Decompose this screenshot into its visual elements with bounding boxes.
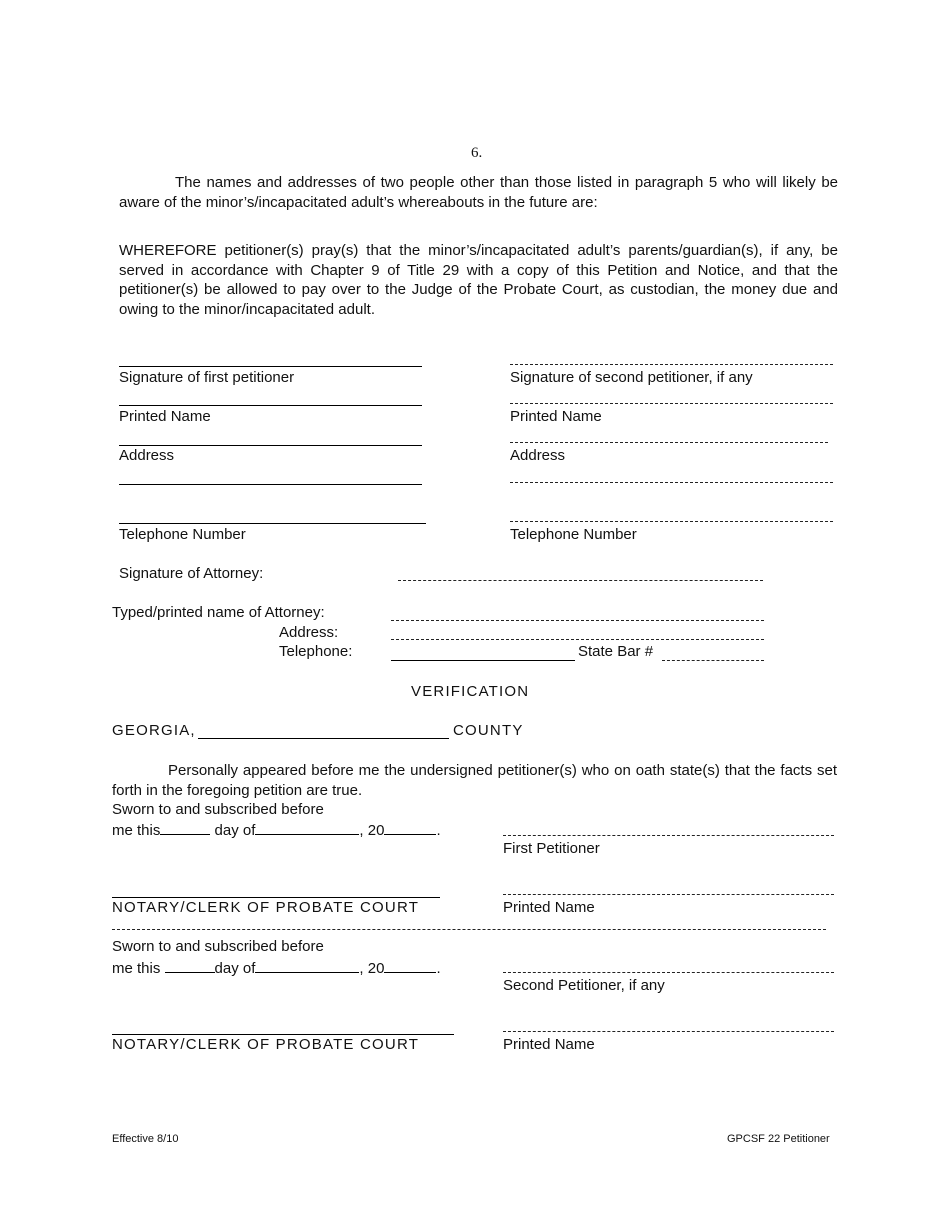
jurat2-day-field[interactable] bbox=[165, 958, 215, 973]
second-petitioner-printed-name-label: Printed Name bbox=[510, 408, 602, 425]
second-petitioner-address-label: Address bbox=[510, 447, 566, 464]
second-petitioner-signature-line[interactable] bbox=[510, 364, 833, 365]
first-petitioner-signature-label: Signature of first petitioner bbox=[119, 369, 295, 386]
first-petitioner-address-line[interactable] bbox=[119, 445, 422, 446]
second-petitioner-verification-line[interactable] bbox=[503, 972, 834, 973]
jurat1-day-of: day of bbox=[214, 822, 256, 839]
jurat2-notary-line[interactable] bbox=[112, 1034, 454, 1035]
first-petitioner-address-line-2[interactable] bbox=[119, 484, 422, 485]
second-petitioner-telephone-label: Telephone Number bbox=[510, 526, 637, 543]
wherefore-paragraph: WHEREFORE petitioner(s) pray(s) that the minor’s/incapacitated adult’s parents/guardian(s), if any, be served in accordance with Chapter 9 of Title 29 with a copy of this Petition and Notice, and that the petitioner(s) be allowed to pay over to the Judge of the Probate Court, as custodian, the money due and owing to the minor/incapacitated adult. bbox=[119, 242, 838, 318]
attorney-telephone-label: Telephone: bbox=[279, 643, 353, 660]
jurat1-year-field[interactable] bbox=[384, 820, 436, 835]
state-bar-label: State Bar # bbox=[578, 643, 654, 660]
attorney-telephone-line[interactable] bbox=[391, 660, 575, 661]
first-petitioner-telephone-label: Telephone Number bbox=[119, 526, 246, 543]
second-petitioner-address-line[interactable] bbox=[510, 442, 828, 443]
attorney-signature-line[interactable] bbox=[398, 580, 763, 581]
jurat1-year-prefix: , 20 bbox=[359, 822, 385, 839]
state-bar-line[interactable] bbox=[662, 660, 764, 661]
first-petitioner-telephone-line[interactable] bbox=[119, 523, 426, 524]
jurat2-printed-name-label: Printed Name bbox=[503, 1036, 595, 1053]
attorney-address-label: Address: bbox=[279, 624, 339, 641]
jurat2-me-this: me this bbox=[112, 960, 161, 977]
second-petitioner-printed-name-line[interactable] bbox=[510, 403, 833, 404]
first-petitioner-address-label: Address bbox=[119, 447, 175, 464]
paragraph-6-text: The names and addresses of two people other than those listed in paragraph 5 who will likely be aware of the minor’s/incapacitated adult’s whereabouts in the future are: bbox=[119, 174, 838, 211]
jurat2-printed-name-line[interactable] bbox=[503, 1031, 834, 1032]
second-petitioner-signature-label: Signature of second petitioner, if any bbox=[510, 369, 753, 386]
second-petitioner-telephone-line[interactable] bbox=[510, 521, 833, 522]
georgia-label: GEORGIA, bbox=[112, 722, 196, 739]
first-petitioner-printed-name-line[interactable] bbox=[119, 405, 422, 406]
jurat1-me-this: me this bbox=[112, 822, 161, 839]
second-petitioner-verification-label: Second Petitioner, if any bbox=[503, 977, 665, 994]
attorney-name-label: Typed/printed name of Attorney: bbox=[112, 604, 325, 621]
jurat1-notary-label: NOTARY/CLERK OF PROBATE COURT bbox=[112, 899, 420, 916]
county-name-line[interactable] bbox=[198, 738, 449, 739]
jurat2-notary-label: NOTARY/CLERK OF PROBATE COURT bbox=[112, 1036, 420, 1053]
section-separator bbox=[112, 929, 826, 930]
jurat1-notary-line[interactable] bbox=[112, 897, 440, 898]
first-petitioner-verification-label: First Petitioner bbox=[503, 840, 600, 857]
verification-statement bbox=[112, 761, 837, 800]
jurat1-date-row bbox=[112, 820, 441, 840]
jurat2-period: . bbox=[436, 960, 441, 977]
jurat2-month-field[interactable] bbox=[255, 958, 359, 973]
jurat2-date-row bbox=[112, 958, 441, 978]
attorney-signature-label: Signature of Attorney: bbox=[119, 565, 264, 582]
verification-statement-text: Personally appeared before me the undersigned petitioner(s) who on oath state(s) that the facts set forth in the foregoing petition are true. bbox=[112, 762, 837, 799]
jurat1-month-field[interactable] bbox=[255, 820, 359, 835]
attorney-name-line[interactable] bbox=[391, 620, 764, 621]
second-petitioner-address-line-2[interactable] bbox=[510, 482, 833, 483]
jurat2-day-of: day of bbox=[214, 960, 256, 977]
jurat2-year-field[interactable] bbox=[384, 958, 436, 973]
jurat1-sworn-label: Sworn to and subscribed before bbox=[112, 801, 324, 818]
jurat2-sworn-label: Sworn to and subscribed before bbox=[112, 938, 324, 955]
paragraph-6 bbox=[119, 173, 838, 212]
jurat2-year-prefix: , 20 bbox=[359, 960, 385, 977]
verification-heading: VERIFICATION bbox=[411, 683, 530, 700]
jurat1-day-field[interactable] bbox=[160, 820, 210, 835]
footer-effective-date: Effective 8/10 bbox=[112, 1133, 179, 1145]
jurat1-printed-name-line[interactable] bbox=[503, 894, 834, 895]
jurat1-period: . bbox=[436, 822, 441, 839]
first-petitioner-verification-line[interactable] bbox=[503, 835, 834, 836]
jurat1-printed-name-label: Printed Name bbox=[503, 899, 595, 916]
first-petitioner-printed-name-label: Printed Name bbox=[119, 408, 211, 425]
page-number: 6. bbox=[471, 145, 483, 161]
first-petitioner-signature-line[interactable] bbox=[119, 366, 422, 367]
attorney-address-line[interactable] bbox=[391, 639, 764, 640]
county-label: COUNTY bbox=[453, 722, 524, 739]
footer-form-id: GPCSF 22 Petitioner bbox=[727, 1133, 830, 1145]
